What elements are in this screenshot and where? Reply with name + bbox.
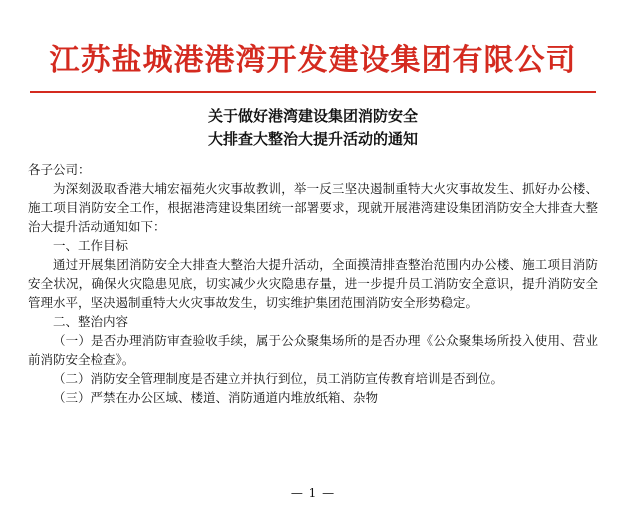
red-divider-rule xyxy=(30,91,596,93)
section-heading-1: 一、工作目标 xyxy=(53,237,129,253)
document-title xyxy=(0,105,626,152)
body-paragraph: 通过开展集团消防安全大排查大整治大提升活动，全面摸清排查整治范围内办公楼、施工项目消防安全状况，确保火灾隐患见底，切实减少火灾隐患存量，进一步提升员工消防安全意识，提升消防安全管理水平，坚决遏制重特大火灾事故发生，切实维护集团范围消防安全形势稳定。 xyxy=(28,256,598,310)
document-body xyxy=(0,160,626,407)
body-paragraph: 为深刻汲取香港大埔宏福苑火灾事故教训，举一反三坚决遏制重特大火灾事故发生、抓好办公楼、施工项目消防安全工作，根据港湾建设集团统一部署要求，现就开展港湾建设集团消防安全大排查大整治大提升活动通知如下： xyxy=(28,180,598,234)
body-paragraph: （三）严禁在办公区域、楼道、消防通道内堆放纸箱、杂物 xyxy=(53,389,379,405)
salutation: 各子公司： xyxy=(28,161,91,177)
document-title-line-2: 大排查大整治大提升活动的通知 xyxy=(207,130,418,149)
section-heading-2: 二、整治内容 xyxy=(53,313,129,329)
document-page xyxy=(0,44,626,510)
page-number: — 1 — xyxy=(290,486,336,500)
body-paragraph: （二）消防安全管理制度是否建立并执行到位，员工消防宣传教育培训是否到位。 xyxy=(53,370,504,386)
document-title-line-1: 关于做好港湾建设集团消防安全 xyxy=(207,107,418,125)
body-paragraph: （一）是否办理消防审查验收手续，属于公众聚集场所的是否办理《公众聚集场所投入使用、营业前消防安全检查》。 xyxy=(28,332,598,367)
organization-title: 江苏盐城港港湾开发建设集团有限公司 xyxy=(49,43,577,78)
